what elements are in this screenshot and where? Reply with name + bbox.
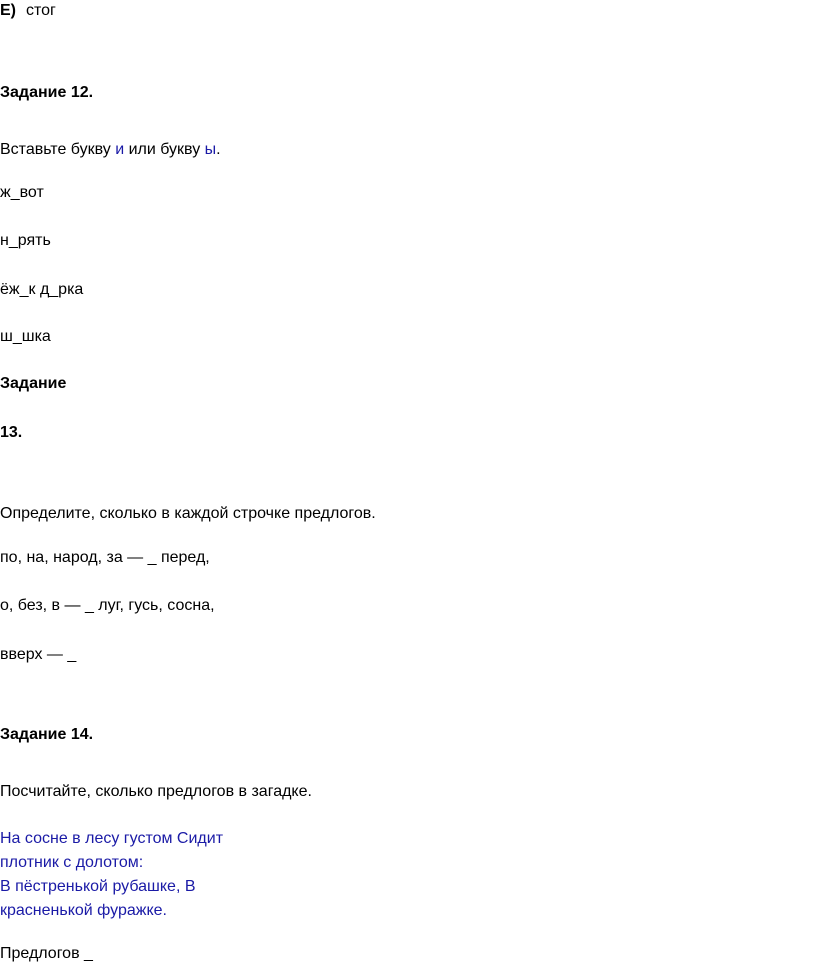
riddle-line: красненькой фуражке. xyxy=(0,902,167,919)
riddle-line: В пёстренькой рубашке, В xyxy=(0,878,196,895)
task13-line: вверх — _ xyxy=(0,646,77,663)
task12-word: ж_вот xyxy=(0,184,44,201)
task12-word: н_рять xyxy=(0,232,51,249)
answer-option-e xyxy=(0,1,56,21)
task14-title: Задание 14. xyxy=(0,726,94,743)
riddle-line: На сосне в лесу густом Сидит xyxy=(0,830,224,847)
task12-word: ёж_к д_рка xyxy=(0,281,84,298)
task12-word: ш_шка xyxy=(0,328,51,345)
task13-title-number: 13. xyxy=(0,424,23,441)
riddle-line: плотник с долотом: xyxy=(0,854,144,871)
instruction-text: Вставьте букву xyxy=(0,141,116,158)
letter-y: ы xyxy=(204,141,217,158)
letter-i: и xyxy=(115,141,125,158)
option-word: стог xyxy=(26,2,56,19)
task12-title: Задание 12. xyxy=(0,84,94,101)
task12-instruction xyxy=(0,140,221,160)
option-letter: Е) xyxy=(0,2,16,19)
task14-answer: Предлогов _ xyxy=(0,945,93,962)
task14-instruction: Посчитайте, сколько предлогов в загадке. xyxy=(0,783,312,800)
task13-title: Задание xyxy=(0,375,67,392)
instruction-text: . xyxy=(216,141,221,158)
instruction-text: или букву xyxy=(124,141,205,158)
task13-line: о, без, в — _ луг, гусь, сосна, xyxy=(0,597,215,614)
task13-instruction: Определите, сколько в каждой строчке предлогов. xyxy=(0,505,376,522)
task13-line: по, на, народ, за — _ перед, xyxy=(0,549,210,566)
